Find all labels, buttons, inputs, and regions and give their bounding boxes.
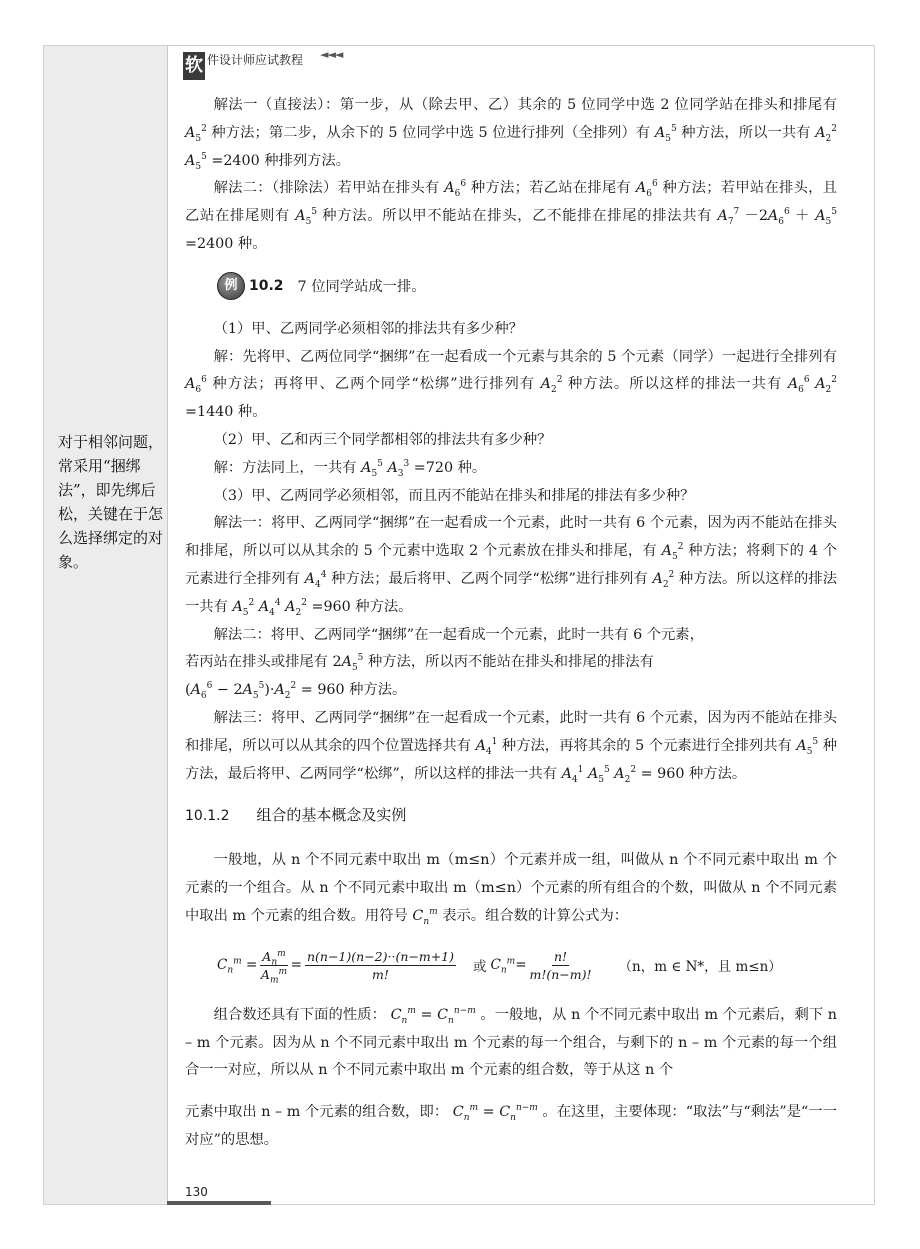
formula-fraction-2: $\frac{n(n-1)(n-2)\cdot\cdot(n-m+1)}{m!}$ <box>306 948 454 982</box>
section-heading <box>185 804 837 825</box>
answer-3-solution-3: 解法三：将甲、乙两同学“捆绑”在一起看成一个元素，此时一共有 6 个元素，因为丙不能站在排头和排尾，所以可以从其余的四个位置选择共有 $A_4^1$ 种方法，再将其余的 5 个元素进行全排列共有 $A_5^5$ 种方法，最后将甲、乙两同学“松绑”，所以这样的排法一共有 $A_4^1$ $A_5^5$ $A_2^2 = 960$ 种方法。 <box>185 709 838 785</box>
page-number-bar <box>167 1201 271 1205</box>
main-content <box>185 92 837 1155</box>
section-number: 10.1.2 <box>185 808 230 825</box>
paragraph-solution-2: 解法二：（排除法）若甲站在排头有 $A_6^6$ 种方法；若乙站在排尾有 $A_6^6$ 种方法；若甲站在排头，且乙站在排尾则有 $A_5^5$ 种方法。所以甲不能站在排头，乙不能排在排尾的排法共有 $A_7^7 -2A_6^6 + A_5^5 =2400$ 种。 <box>185 179 838 252</box>
header-title: 件设计师应试教程 <box>207 53 304 67</box>
question-1: （1）甲、乙两同学必须相邻的排法共有多少种？ <box>213 320 523 337</box>
answer-1: 解：先将甲、乙两位同学“捆绑”在一起看成一个元素与其余的 5 个元素（同学）一起进行全排列有 $A_6^6$ 种方法；再将甲、乙两个同学“松绑”进行排列有 $A_2^2$ 种方法。所以这样的排法一共有 $A_6^6$ $A_2^2 =1440$ 种。 <box>185 348 837 421</box>
answer-3-solution-1: 解法一：将甲、乙两同学“捆绑”在一起看成一个元素，此时一共有 6 个元素，因为丙不能站在排头和排尾，所以可以从其余的 5 个元素中选取 2 个元素放在排头和排尾，有 $A_5^2$ 种方法；将剩下的 4 个元素进行全排列有 $A_4^4$ 种方法；最后将甲、乙两个同学“松绑”进行排列有 $A_2^2$ 种方法。所以这样的排法一共有 $A_5^2$ $A_4^4$ $A_2^2 =960$ 种方法。 <box>185 515 837 618</box>
example-heading <box>217 272 837 300</box>
margin-column <box>44 46 168 1204</box>
paragraph-solution-1: 解法一（直接法）：第一步，从（除去甲、乙）其余的 5 位同学中选 2 位同学站在排头和排尾有 $A_5^2$ 种方法；第二步，从余下的 5 位同学中选 5 位进行排列（全排列）有 $A_5^5$ 种方法，所以一共有 $A_2^2$ $A_5^5 =2400$ 种排列方法。 <box>185 97 837 172</box>
page-number: 130 <box>185 1185 208 1199</box>
combination-formula: $C_n^m$ = $\frac{A_n^m}{A_m^m}$ = $\frac{n(n-1)(n-2)\cdot\cdot(n-m+1)}{m!}$ 或 $C_n^m=$ $\frac{n!}{m!(n-m)!}$ （n，m ∈ N*，且 m≤n） <box>217 948 782 986</box>
answer-2: 解：方法同上，一共有 $A_5^5$ $A_3^3 =720$ 种。 <box>213 459 487 479</box>
formula-fraction-1: $\frac{A_n^m}{A_m^m}$ <box>260 948 288 986</box>
example-badge-icon: 例 <box>217 272 245 300</box>
margin-note: 对于相邻问题，常采用“捆绑法”，即先绑后松，关键在于怎么选择绑定的对象。 <box>58 433 164 571</box>
question-3: （3）甲、乙两同学必须相邻，而且丙不能站在排头和排尾的排法有多少种？ <box>213 487 695 504</box>
example-text: 7 位同学站成一排。 <box>297 278 426 295</box>
section-title: 组合的基本概念及实例 <box>256 806 407 825</box>
paragraph-property: 组合数还具有下面的性质： $C_n^m = C_n^{n-m}$ 。一般地，从 n 个不同元素中取出 m 个元素后，剩下 n – m 个元素。因为从 n 个不同元素中取出 m 个元素的每一个组合，与剩下的 n – m 个元素的每一个组合一一对应，所以从 n 个不同元素中取出 m 个元素的组合数，等于从这 n 个 <box>185 1005 838 1079</box>
formula-fraction-3: $\frac{n!}{m!(n-m)!}$ <box>529 948 592 982</box>
answer-3-solution-2: 解法二：将甲、乙两同学“捆绑”在一起看成一个元素，此时一共有 6 个元素， 若丙站在排头或排尾有 $2A_5^5$ 种方法，所以丙不能站在排头和排尾的排法有 $(A_6^6 - 2A_5^5)\cdot A_2^2 = 960$ 种方法。 <box>185 626 704 701</box>
formula-condition: （n，m ∈ N*，且 m≤n） <box>618 959 782 976</box>
example-number: 10.2 <box>249 277 284 294</box>
question-2: （2）甲、乙和丙三个同学都相邻的排法共有多少种？ <box>213 431 552 448</box>
header-logo: 软 <box>183 52 205 80</box>
header-arrows-icon: ◄◄◄ <box>320 48 343 61</box>
paragraph-conclusion: 元素中取出 n – m 个元素的组合数，即： $C_n^m = C_n^{n-m}$ 。在这里，主要体现：“取法”与“剩法”是“一一对应”的思想。 <box>185 1103 838 1148</box>
paragraph-combination-definition: 一般地，从 n 个不同元素中取出 m（m≤n）个元素并成一组，叫做从 n 个不同元素中取出 m 个元素的一个组合。从 n 个不同元素中取出 m（m≤n）个元素的所有组合的个数，叫做从 n 个不同元素中取出 m 个元素的组合数。用符号 $C_n^m$ 表示。组合数的计算公式为： <box>185 852 837 927</box>
